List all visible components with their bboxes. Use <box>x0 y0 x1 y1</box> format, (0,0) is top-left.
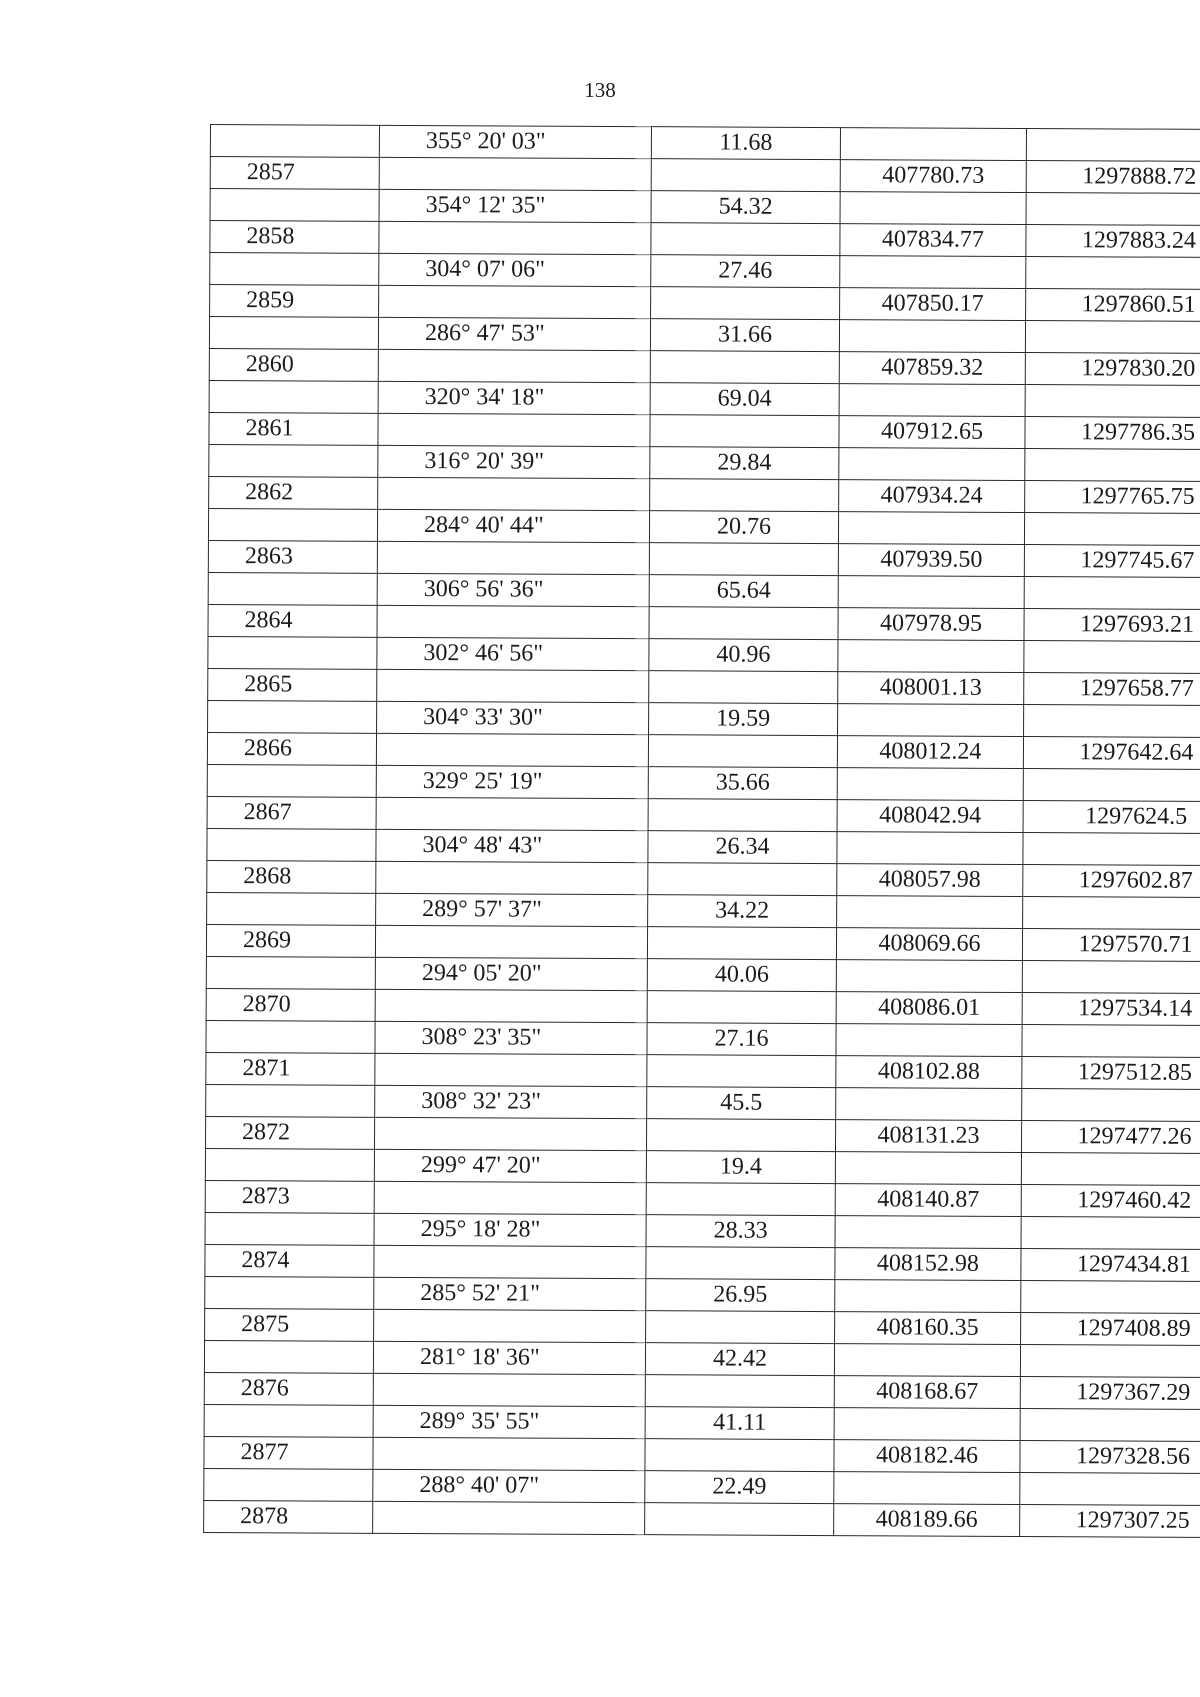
station-row <box>209 476 1200 513</box>
bearing-cell <box>375 989 647 1022</box>
station-cell: 2868 <box>207 860 376 893</box>
easting-cell: 1297765.75 <box>1025 480 1200 513</box>
leg-row <box>206 1020 1200 1057</box>
station-cell: 2873 <box>205 1180 374 1213</box>
station-row <box>206 924 1200 961</box>
easting-cell: 1297883.24 <box>1026 224 1200 257</box>
bearing-cell <box>375 925 647 958</box>
bearing-cell: 304° 33' 30" <box>377 701 649 734</box>
station-cell: 2862 <box>209 476 378 509</box>
distance-cell <box>650 415 839 448</box>
northing-cell <box>838 704 1024 737</box>
bearing-cell <box>377 605 649 638</box>
northing-cell: 408086.01 <box>836 992 1022 1025</box>
distance-cell <box>646 1247 835 1280</box>
distance-cell: 26.95 <box>646 1279 835 1312</box>
easting-cell: 1297642.64 <box>1023 736 1200 769</box>
leg-row <box>207 764 1200 801</box>
bearing-cell: 302° 46' 56" <box>377 637 649 670</box>
easting-cell: 1297307.25 <box>1020 1504 1200 1537</box>
station-cell: 2857 <box>210 157 379 190</box>
easting-cell <box>1025 384 1200 417</box>
station-row <box>205 1308 1200 1345</box>
station-cell <box>204 1468 373 1501</box>
bearing-cell: 284° 40' 44" <box>377 509 649 542</box>
northing-cell: 408189.66 <box>834 1504 1020 1537</box>
bearing-cell: 316° 20' 39" <box>378 445 650 478</box>
station-cell: 2876 <box>204 1372 373 1405</box>
distance-cell <box>646 1119 835 1152</box>
northing-cell <box>839 448 1025 481</box>
station-row <box>210 221 1200 258</box>
northing-cell <box>835 1152 1021 1185</box>
northing-cell: 407934.24 <box>839 480 1025 513</box>
easting-cell: 1297570.71 <box>1022 928 1200 961</box>
distance-cell: 26.34 <box>648 831 837 864</box>
northing-cell: 407939.50 <box>838 544 1024 577</box>
station-cell <box>205 1276 374 1309</box>
northing-cell: 408152.98 <box>835 1248 1021 1281</box>
easting-cell: 1297860.51 <box>1026 288 1200 321</box>
distance-cell: 40.06 <box>647 959 836 992</box>
station-cell <box>207 828 376 861</box>
station-cell <box>204 1404 373 1437</box>
leg-row <box>209 444 1200 481</box>
station-cell <box>207 764 376 797</box>
northing-cell <box>834 1472 1020 1505</box>
station-cell: 2861 <box>209 412 378 445</box>
station-cell: 2875 <box>205 1308 374 1341</box>
station-cell <box>210 189 379 222</box>
bearing-cell <box>374 1181 646 1214</box>
northing-cell: 407780.73 <box>840 160 1026 193</box>
bearing-cell <box>379 157 651 190</box>
station-row <box>208 604 1200 641</box>
bearing-cell: 285° 52' 21" <box>374 1277 646 1310</box>
northing-cell: 408131.23 <box>835 1120 1021 1153</box>
northing-cell <box>836 1024 1022 1057</box>
station-cell <box>205 1212 374 1245</box>
bearing-cell <box>376 733 648 766</box>
station-cell: 2865 <box>208 668 377 701</box>
distance-cell: 19.4 <box>646 1151 835 1184</box>
distance-cell <box>650 479 839 512</box>
station-row <box>204 1372 1200 1409</box>
northing-cell: 407859.32 <box>839 352 1025 385</box>
station-cell <box>206 1084 375 1117</box>
bearing-cell: 304° 48' 43" <box>376 829 648 862</box>
distance-cell: 19.59 <box>649 703 838 736</box>
easting-cell <box>1026 256 1200 289</box>
station-row <box>204 1436 1200 1473</box>
easting-cell: 1297328.56 <box>1020 1440 1200 1473</box>
station-row <box>209 412 1200 449</box>
northing-cell <box>837 896 1023 929</box>
leg-row <box>205 1148 1200 1185</box>
bearing-cell <box>373 1437 645 1470</box>
leg-row <box>204 1340 1200 1377</box>
distance-cell <box>651 159 840 192</box>
easting-cell <box>1024 512 1200 545</box>
easting-cell: 1297602.87 <box>1023 864 1200 897</box>
northing-cell: 408069.66 <box>836 928 1022 961</box>
station-cell: 2860 <box>209 348 378 381</box>
easting-cell: 1297745.67 <box>1024 544 1200 577</box>
northing-cell <box>838 576 1024 609</box>
distance-cell: 34.22 <box>648 895 837 928</box>
easting-cell: 1297693.21 <box>1024 608 1200 641</box>
distance-cell <box>645 1375 834 1408</box>
easting-cell: 1297477.26 <box>1021 1120 1200 1153</box>
northing-cell: 408057.98 <box>837 864 1023 897</box>
easting-cell: 1297830.20 <box>1025 352 1200 385</box>
northing-cell <box>836 1088 1022 1121</box>
bearing-cell <box>373 1501 645 1534</box>
bearing-cell <box>378 349 650 382</box>
easting-cell <box>1021 1152 1200 1185</box>
distance-cell: 27.16 <box>647 1023 836 1056</box>
bearing-cell <box>378 413 650 446</box>
leg-row <box>210 253 1200 290</box>
northing-cell <box>838 640 1024 673</box>
station-cell: 2864 <box>208 604 377 637</box>
distance-cell <box>651 287 840 320</box>
station-row <box>210 285 1200 322</box>
easting-cell: 1297888.72 <box>1026 160 1200 193</box>
distance-cell: 28.33 <box>646 1215 835 1248</box>
distance-cell: 45.5 <box>647 1087 836 1120</box>
distance-cell <box>651 223 840 256</box>
bearing-cell <box>376 861 648 894</box>
distance-cell: 20.76 <box>649 511 838 544</box>
bearing-cell <box>374 1117 646 1150</box>
northing-cell: 408140.87 <box>835 1184 1021 1217</box>
northing-cell <box>834 1344 1020 1377</box>
leg-row <box>209 380 1200 417</box>
leg-row <box>209 317 1200 354</box>
bearing-cell <box>377 541 649 574</box>
station-cell <box>204 1340 373 1373</box>
station-row <box>205 1244 1200 1281</box>
distance-cell: 40.96 <box>649 639 838 672</box>
distance-cell <box>647 1055 836 1088</box>
northing-cell <box>835 1216 1021 1249</box>
station-cell <box>210 253 379 286</box>
bearing-cell <box>376 797 648 830</box>
bearing-cell <box>379 285 651 318</box>
station-cell <box>208 572 377 605</box>
northing-cell <box>839 320 1025 353</box>
northing-cell: 408001.13 <box>838 672 1024 705</box>
bearing-cell: 320° 34' 18" <box>378 381 650 414</box>
station-cell: 2878 <box>204 1500 373 1533</box>
station-cell: 2863 <box>208 540 377 573</box>
bearing-cell: 294° 05' 20" <box>375 957 647 990</box>
bearing-cell: 308° 23' 35" <box>375 1021 647 1054</box>
easting-cell: 1297460.42 <box>1021 1184 1200 1217</box>
table-body <box>204 125 1200 1538</box>
easting-cell: 1297534.14 <box>1022 992 1200 1025</box>
northing-cell: 407912.65 <box>839 416 1025 449</box>
distance-cell: 35.66 <box>648 767 837 800</box>
easting-cell <box>1025 320 1200 353</box>
easting-cell <box>1022 960 1200 993</box>
distance-cell <box>646 1183 835 1216</box>
leg-row <box>205 1212 1200 1249</box>
bearing-cell: 289° 57' 37" <box>376 893 648 926</box>
easting-cell <box>1021 1280 1200 1313</box>
bearing-cell: 308° 32' 23" <box>375 1085 647 1118</box>
easting-cell <box>1020 1472 1200 1505</box>
easting-cell <box>1026 192 1200 225</box>
easting-cell: 1297434.81 <box>1021 1248 1200 1281</box>
page-number: 138 <box>584 78 616 102</box>
station-cell <box>206 956 375 989</box>
bearing-cell <box>374 1309 646 1342</box>
northing-cell <box>836 960 1022 993</box>
easting-cell: 1297408.89 <box>1021 1312 1200 1345</box>
leg-row <box>206 956 1200 993</box>
distance-cell <box>647 991 836 1024</box>
distance-cell <box>649 543 838 576</box>
easting-cell <box>1022 1024 1200 1057</box>
station-row <box>204 1500 1200 1537</box>
station-row <box>205 1116 1200 1153</box>
bearing-cell: 289° 35' 55" <box>373 1405 645 1438</box>
bearing-cell: 306° 56' 36" <box>377 573 649 606</box>
northing-cell: 407978.95 <box>838 608 1024 641</box>
northing-cell <box>838 512 1024 545</box>
distance-cell <box>650 351 839 384</box>
bearing-cell: 286° 47' 53" <box>378 317 650 350</box>
northing-cell: 408182.46 <box>834 1440 1020 1473</box>
distance-cell: 31.66 <box>650 319 839 352</box>
leg-row <box>208 508 1200 545</box>
leg-row <box>206 1084 1200 1121</box>
easting-cell <box>1023 832 1200 865</box>
station-cell: 2870 <box>206 988 375 1021</box>
bearing-cell <box>373 1373 645 1406</box>
bearing-cell <box>375 1053 647 1086</box>
station-row <box>206 988 1200 1025</box>
coordinate-table <box>203 124 1200 1538</box>
distance-cell: 29.84 <box>650 447 839 480</box>
bearing-cell <box>378 477 650 510</box>
bearing-cell: 329° 25' 19" <box>376 765 648 798</box>
bearing-cell <box>379 221 651 254</box>
station-cell: 2872 <box>205 1116 374 1149</box>
easting-cell <box>1023 768 1200 801</box>
station-row <box>207 860 1200 897</box>
easting-cell <box>1021 1216 1200 1249</box>
bearing-cell: 304° 07' 06" <box>379 253 651 286</box>
station-row <box>210 157 1200 194</box>
leg-row <box>210 125 1200 162</box>
easting-cell: 1297658.77 <box>1024 672 1200 705</box>
station-cell <box>209 317 378 350</box>
station-cell <box>205 1148 374 1181</box>
distance-cell: 65.64 <box>649 575 838 608</box>
station-row <box>208 540 1200 577</box>
station-row <box>209 348 1200 385</box>
northing-cell: 407834.77 <box>840 224 1026 257</box>
bearing-cell: 299° 47' 20" <box>374 1149 646 1182</box>
station-cell: 2871 <box>206 1052 375 1085</box>
distance-cell: 41.11 <box>645 1407 834 1440</box>
station-cell: 2867 <box>207 796 376 829</box>
northing-cell: 408168.67 <box>834 1376 1020 1409</box>
station-cell <box>208 636 377 669</box>
easting-cell <box>1024 576 1200 609</box>
distance-cell: 27.46 <box>651 255 840 288</box>
northing-cell: 408012.24 <box>837 736 1023 769</box>
station-cell: 2858 <box>210 221 379 254</box>
easting-cell <box>1024 640 1200 673</box>
bearing-cell: 354° 12' 35" <box>379 189 651 222</box>
distance-cell: 22.49 <box>645 1471 834 1504</box>
distance-cell <box>648 735 837 768</box>
distance-cell <box>648 863 837 896</box>
northing-cell <box>840 128 1026 161</box>
leg-row <box>208 636 1200 673</box>
northing-cell <box>834 1408 1020 1441</box>
northing-cell: 408160.35 <box>835 1312 1021 1345</box>
easting-cell <box>1020 1344 1200 1377</box>
northing-cell <box>840 192 1026 225</box>
northing-cell <box>835 1280 1021 1313</box>
northing-cell: 408102.88 <box>836 1056 1022 1089</box>
easting-cell <box>1025 448 1200 481</box>
northing-cell <box>837 768 1023 801</box>
station-row <box>205 1180 1200 1217</box>
easting-cell: 1297624.5 <box>1023 800 1200 833</box>
northing-cell <box>840 256 1026 289</box>
station-cell <box>206 1020 375 1053</box>
station-cell <box>208 700 377 733</box>
northing-cell: 408042.94 <box>837 800 1023 833</box>
station-cell: 2866 <box>207 732 376 765</box>
station-cell <box>207 892 376 925</box>
bearing-cell <box>377 669 649 702</box>
bearing-cell: 288° 40' 07" <box>373 1469 645 1502</box>
station-cell: 2877 <box>204 1436 373 1469</box>
leg-row <box>205 1276 1200 1313</box>
easting-cell <box>1024 704 1200 737</box>
distance-cell <box>649 671 838 704</box>
station-row <box>208 668 1200 705</box>
distance-cell <box>649 607 838 640</box>
leg-row <box>208 572 1200 609</box>
easting-cell: 1297367.29 <box>1020 1376 1200 1409</box>
station-cell <box>210 125 379 158</box>
distance-cell <box>645 1439 834 1472</box>
northing-cell: 407850.17 <box>840 288 1026 321</box>
station-row <box>207 732 1200 769</box>
bearing-cell: 295° 18' 28" <box>374 1213 646 1246</box>
station-row <box>207 796 1200 833</box>
distance-cell: 54.32 <box>651 191 840 224</box>
distance-cell <box>647 927 836 960</box>
leg-row <box>208 700 1200 737</box>
leg-row <box>204 1468 1200 1505</box>
station-cell: 2859 <box>210 285 379 318</box>
easting-cell: 1297512.85 <box>1022 1056 1200 1089</box>
distance-cell <box>645 1503 834 1536</box>
leg-row <box>207 828 1200 865</box>
station-row <box>206 1052 1200 1089</box>
distance-cell: 11.68 <box>651 127 840 160</box>
station-cell <box>209 380 378 413</box>
distance-cell: 42.42 <box>645 1343 834 1376</box>
leg-row <box>204 1404 1200 1441</box>
station-cell: 2869 <box>206 924 375 957</box>
easting-cell <box>1023 896 1200 929</box>
distance-cell <box>646 1311 835 1344</box>
northing-cell <box>839 384 1025 417</box>
station-cell <box>209 444 378 477</box>
station-cell: 2874 <box>205 1244 374 1277</box>
easting-cell <box>1022 1088 1200 1121</box>
easting-cell <box>1026 128 1200 161</box>
leg-row <box>207 892 1200 929</box>
bearing-cell: 355° 20' 03" <box>379 125 651 158</box>
station-cell <box>208 508 377 541</box>
leg-row <box>210 189 1200 226</box>
easting-cell <box>1020 1408 1200 1441</box>
northing-cell <box>837 832 1023 865</box>
bearing-cell: 281° 18' 36" <box>373 1341 645 1374</box>
distance-cell: 69.04 <box>650 383 839 416</box>
bearing-cell <box>374 1245 646 1278</box>
easting-cell: 1297786.35 <box>1025 416 1200 449</box>
distance-cell <box>648 799 837 832</box>
